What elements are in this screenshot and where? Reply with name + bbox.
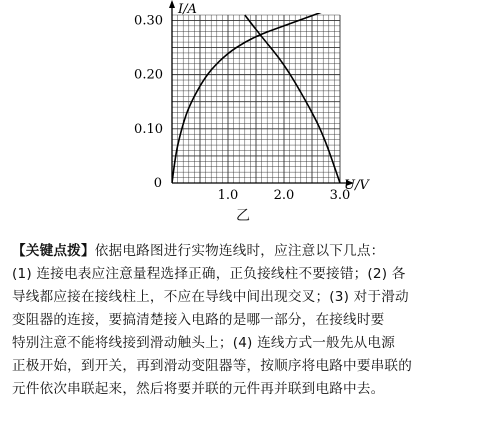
figure-label: 乙 bbox=[236, 208, 250, 224]
tip-line-5: 特别注意不能将线接到滑动触头上；(4) 连线方式一般先从电源 bbox=[12, 335, 396, 351]
tip-line-1 bbox=[12, 240, 478, 263]
x-tick-label: 2.0 bbox=[273, 188, 295, 203]
tip-line-3: 导线都应接在接线柱上，不应在导线中间出现交叉；(3) 对于滑动 bbox=[12, 289, 409, 305]
tip-title: 【关键点拨】 bbox=[12, 243, 95, 259]
tip-line-7: 元件依次串联起来，然后将要并联的元件再并联到电路中去。 bbox=[12, 381, 385, 397]
origin-label: 0 bbox=[153, 176, 162, 191]
key-tip-block bbox=[12, 240, 478, 401]
y-tick-label: 0.10 bbox=[134, 121, 163, 137]
y-axis-label: I/A bbox=[178, 2, 197, 17]
tip-line-2: (1) 连接电表应注意量程选择正确，正负接线柱不要接错；(2) 各 bbox=[12, 266, 406, 282]
tip-line-6: 正极开始，到开关，再到滑动变阻器等，按顺序将电路中要串联的 bbox=[12, 358, 413, 374]
series-line-2 bbox=[245, 15, 340, 183]
x-tick-label: 1.0 bbox=[217, 188, 239, 203]
tip-line-4: 变阻器的连接，要搞清楚接入电路的是哪一部分，在接线时要 bbox=[12, 312, 385, 328]
y-tick-label: 0.20 bbox=[134, 67, 163, 83]
x-axis-label: U/V bbox=[344, 178, 369, 193]
y-axis-arrow bbox=[169, 0, 175, 8]
x-tick-label: 3.0 bbox=[329, 188, 351, 203]
tip-text-1: 依据电路图进行实物连线时，应注意以下几点： bbox=[94, 243, 385, 259]
y-tick-label: 0.30 bbox=[134, 13, 163, 29]
